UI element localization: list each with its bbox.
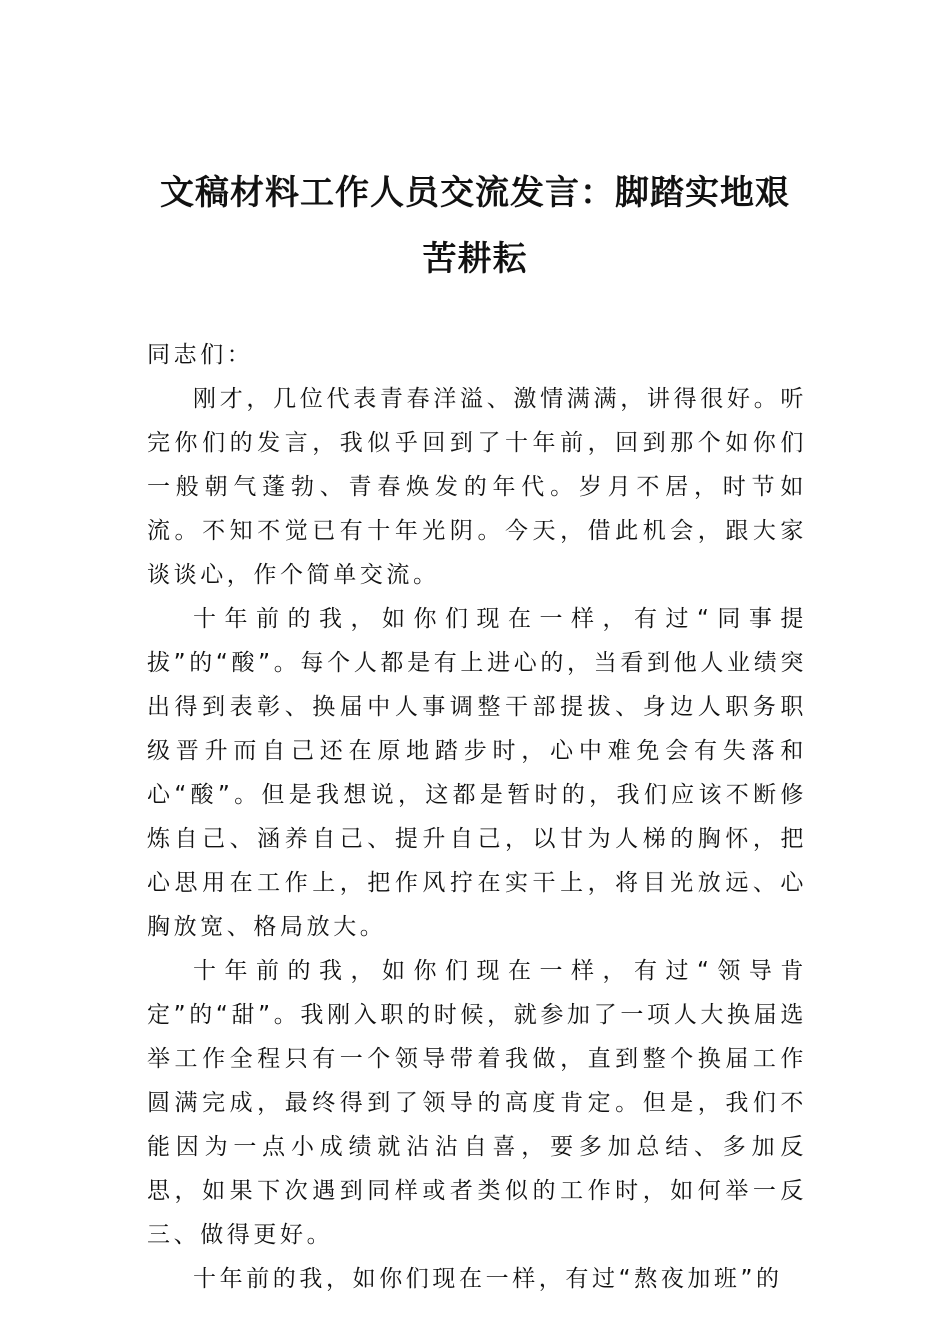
salutation: 同志们： [147, 342, 254, 368]
paragraph-4: 十年前的我，如你们现在一样，有过“熬夜加班”的 [193, 1266, 783, 1292]
paragraph-3: 十年前的我，如你们现在一样，有过“领导肯定”的“甜”。我刚入职的时候，就参加了一项人大换届选举工作全程只有一个领导带着我做，直到整个换届工作圆满完成，最终得到了领导的高度肯定。但是，我们不能因为一点小成绩就沾沾自喜，要多加总结、多加反思，如果下次遇到同样或者类似的工作时，如何举一反三、做得更好。 [147, 958, 807, 1248]
document-title [140, 160, 810, 292]
title-line-1: 文稿材料工作人员交流发言：脚踏实地艰 [160, 173, 790, 213]
paragraph-2: 十年前的我，如你们现在一样，有过“同事提拔”的“酸”。每个人都是有上进心的，当看到他人业绩突出得到表彰、换届中人事调整干部提拔、身边人职务职级晋升而自己还在原地踏步时，心中难免会有失落和心“酸”。但是我想说，这都是暂时的，我们应该不断修炼自己、涵养自己、提升自己，以甘为人梯的胸怀，把心思用在工作上，把作风拧在实干上，将目光放远、心胸放宽、格局放大。 [147, 606, 807, 940]
document-body [147, 333, 807, 1301]
title-line-2: 苦耕耘 [422, 239, 528, 279]
paragraph-1: 刚才，几位代表青春洋溢、激情满满，讲得很好。听完你们的发言，我似乎回到了十年前，回到那个如你们一般朝气蓬勃、青春焕发的年代。岁月不居，时节如流。不知不觉已有十年光阴。今天，借此机会，跟大家谈谈心，作个简单交流。 [147, 386, 807, 588]
